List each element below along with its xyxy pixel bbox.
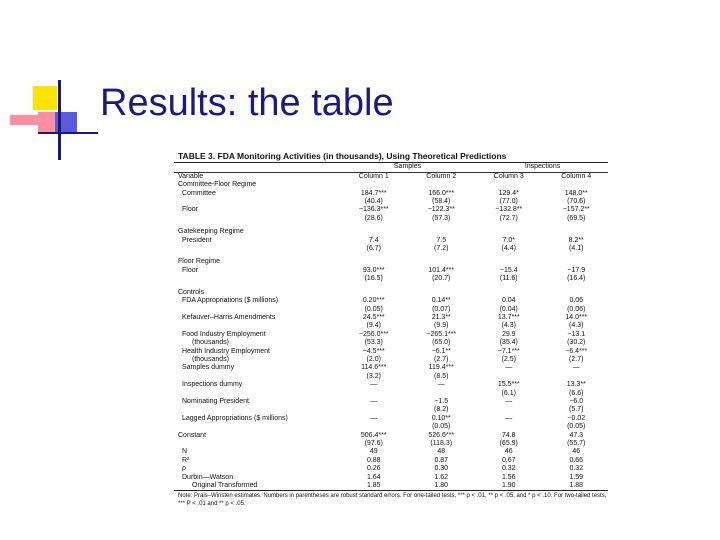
row-label: Food Industry Employment	[182, 330, 266, 338]
inspections-group-header: Inspections	[524, 163, 561, 171]
row-label	[172, 215, 340, 223]
table-cell: (70.6)	[567, 198, 586, 206]
table-row	[172, 245, 610, 253]
table-row	[172, 348, 610, 356]
row-label: R²	[182, 456, 190, 464]
row-label: Lagged Appropriations ($ millions)	[182, 414, 288, 422]
results-table-image	[172, 152, 610, 508]
row-label: Original Transformed	[192, 482, 258, 490]
table-cell: (58.4)	[432, 198, 451, 206]
table-cell: (97.6)	[364, 440, 383, 447]
table-cell: (6.1)	[501, 389, 516, 397]
table-cell: (3.2)	[366, 372, 381, 380]
row-label: Nominating President	[182, 397, 249, 405]
row-label: Samples dummy	[182, 364, 235, 372]
table-cell: (0.05)	[432, 423, 451, 431]
table-row	[172, 198, 610, 206]
table-cell: 1.59	[569, 473, 584, 481]
table-cell: (53.3)	[364, 339, 383, 347]
table-cell: 0.87	[434, 456, 449, 464]
row-label	[172, 306, 340, 314]
table-cell: (7.2)	[434, 245, 449, 253]
table-row	[172, 415, 610, 423]
table-row	[172, 373, 610, 381]
table-cell: (55.7)	[567, 440, 586, 447]
table-cell	[475, 406, 543, 414]
table-cell: (2.7)	[569, 355, 584, 363]
table-cell: (0.06)	[567, 305, 586, 313]
table-cell: 8.2**	[568, 236, 584, 244]
row-label	[172, 322, 340, 330]
table-cell: (30.2)	[567, 339, 586, 347]
table-cell: −122.3**	[427, 206, 455, 214]
row-label: (thousands)	[192, 355, 229, 363]
table-cell: 0.66	[569, 456, 584, 464]
table-cell: 0.26	[366, 465, 381, 473]
table-cell: (40.4)	[364, 198, 383, 206]
row-label: Floor	[182, 206, 198, 214]
table-cell: 1.85	[366, 482, 381, 490]
table-cell: −17.9	[567, 266, 586, 274]
table-cell: 48	[437, 448, 446, 456]
table-cell: 1.62	[434, 473, 449, 481]
table-cell: 21.3**	[431, 313, 451, 321]
table-cell: (4.3)	[501, 322, 516, 330]
row-label: ρ	[182, 465, 186, 473]
table-cell: 0.10**	[431, 414, 451, 422]
table-row	[172, 190, 610, 198]
section-row	[172, 228, 610, 236]
table-cell: −7.1***	[497, 347, 520, 355]
table-cell: 7.5	[436, 236, 447, 244]
table-row	[172, 314, 610, 322]
section-label: Controls	[178, 288, 205, 296]
table-cell: (28.6)	[364, 214, 383, 222]
table-row	[172, 381, 610, 389]
table-cell: (65.0)	[432, 339, 451, 347]
table-cell: —	[505, 364, 513, 372]
results-table	[172, 163, 610, 171]
table-cell: (16.5)	[364, 275, 383, 283]
table-row	[172, 206, 610, 214]
table-row	[172, 398, 610, 406]
table-row	[172, 364, 610, 372]
table-row	[172, 482, 610, 490]
row-label	[172, 390, 340, 398]
table-row	[172, 465, 610, 473]
table-cell: 148.0**	[564, 189, 588, 197]
table-cell: (0.04)	[499, 305, 518, 313]
table-cell: 0.04	[501, 297, 516, 305]
column-header-row	[172, 173, 610, 181]
table-cell: 15.5***	[497, 381, 520, 389]
table-row	[172, 297, 610, 305]
table-cell: −6.4***	[565, 347, 588, 355]
table-cell: (57.3)	[432, 214, 451, 222]
table-cell: (4.3)	[569, 322, 584, 330]
table-cell: 1.80	[434, 482, 449, 490]
row-label: Kefauver–Harris Amendments	[182, 313, 276, 321]
table-cell: 14.0***	[565, 313, 588, 321]
table-row	[172, 440, 610, 448]
table-cell: (72.7)	[499, 214, 518, 222]
column-header: Column 4	[561, 172, 592, 180]
section-label: Gatekeeping Regime	[178, 228, 244, 236]
table-caption: TABLE 3. FDA Monitoring Activities (in thousands), Using Theoretical Predictions	[178, 151, 507, 161]
table-cell: −136.3***	[358, 206, 389, 214]
table-cell	[408, 390, 476, 398]
table-cell: 1.56	[501, 473, 516, 481]
row-label	[172, 198, 340, 206]
table-cell: 114.6***	[361, 364, 387, 372]
section-label: Floor Regime	[178, 258, 221, 266]
row-label	[172, 373, 340, 381]
table-cell: 93.0***	[362, 266, 385, 274]
table-row	[172, 457, 610, 465]
table-cell	[475, 423, 543, 431]
row-label	[172, 275, 340, 283]
table-cell: 13.3**	[566, 381, 586, 389]
row-label: Floor	[182, 266, 198, 274]
column-header: Column 1	[358, 172, 389, 180]
table-cell: 13.7***	[497, 313, 520, 321]
table-cell: 46	[572, 448, 581, 456]
table-cell: 119.4***	[428, 364, 454, 372]
table-cell: −1.5	[434, 397, 449, 405]
table-row	[172, 275, 610, 283]
table-cell	[543, 373, 611, 381]
table-cell	[340, 390, 408, 398]
table-cell: 49	[369, 448, 378, 456]
table-cell: (6.7)	[366, 245, 381, 253]
row-label	[172, 440, 340, 448]
row-label: FDA Appropriations ($ millions)	[182, 297, 279, 305]
group-header-row	[172, 163, 610, 171]
table-cell: (8.5)	[434, 372, 449, 380]
row-label: Inspections dummy	[182, 381, 243, 389]
table-cell: (8.2)	[434, 406, 449, 414]
table-cell: −256.0***	[358, 330, 389, 338]
table-cell: (16.4)	[567, 275, 586, 283]
row-label	[172, 423, 340, 431]
table-cell: 0.06	[569, 297, 584, 305]
table-row	[172, 432, 610, 440]
row-label: N	[182, 448, 188, 456]
table-cell: 184.7***	[360, 189, 387, 197]
table-cell: (4.4)	[501, 245, 516, 253]
column-header: Variable	[178, 172, 204, 180]
table-cell: −15.4	[499, 266, 518, 274]
table-cell: 46	[504, 448, 513, 456]
table-cell: (0.05)	[567, 423, 586, 431]
table-cell: −132.8**	[495, 206, 523, 214]
column-header: Column 3	[493, 172, 524, 180]
table-cell: 0.14**	[431, 297, 451, 305]
table-row	[172, 423, 610, 431]
table-row	[172, 339, 610, 347]
table-cell: (35.4)	[499, 339, 518, 347]
table-cell: −6.1**	[431, 347, 451, 355]
table-cell: 129.4*	[498, 189, 519, 197]
table-row	[172, 448, 610, 456]
table-cell: 1.88	[569, 482, 584, 490]
row-label: Health Industry Employment	[182, 347, 270, 355]
table-cell: (6.6)	[569, 389, 584, 397]
table-cell: 101.4***	[428, 266, 455, 274]
table-cell: 29.9	[501, 330, 516, 338]
table-cell: (2.5)	[501, 355, 516, 363]
row-label: Committee	[182, 189, 216, 197]
results-table-body	[172, 173, 610, 491]
column-header: Column 2	[426, 172, 457, 180]
table-cell: (69.5)	[567, 214, 586, 222]
table-cell: 0.32	[569, 465, 584, 473]
table-cell: —	[505, 414, 513, 422]
table-cell: (118.3)	[430, 440, 453, 447]
table-cell: 0.32	[501, 465, 516, 473]
table-cell: 7.4	[368, 236, 379, 244]
section-row	[172, 289, 610, 297]
table-row	[172, 237, 610, 245]
table-cell: 1.64	[366, 473, 381, 481]
row-label: Constant	[178, 431, 207, 439]
table-bottom-rule	[174, 490, 608, 491]
row-label	[172, 245, 340, 253]
table-cell: −4.5***	[362, 347, 385, 355]
table-cell: (0.07)	[432, 305, 451, 313]
table-cell: —	[370, 397, 378, 405]
table-row	[172, 306, 610, 314]
table-row	[172, 406, 610, 414]
table-row	[172, 474, 610, 482]
table-cell: (0.05)	[364, 305, 383, 313]
table-cell: (65.9)	[499, 440, 518, 447]
table-cell: (9.4)	[366, 322, 381, 330]
section-row	[172, 181, 610, 189]
table-cell: 24.5***	[362, 313, 385, 321]
table-cell: 526.6***	[428, 431, 455, 439]
row-label	[172, 406, 340, 414]
table-row	[172, 267, 610, 275]
table-cell: —	[437, 381, 445, 389]
section-label: Committee-Floor Regime	[178, 181, 257, 189]
decor-horizontal-line	[38, 132, 98, 134]
row-label: President	[182, 236, 212, 244]
table-cell: 1.90	[501, 482, 516, 490]
table-cell: —	[370, 414, 378, 422]
table-cell: −0.02	[567, 414, 586, 422]
table-row	[172, 215, 610, 223]
table-cell: −6.0	[569, 397, 584, 405]
table-cell: —	[370, 381, 378, 389]
table-cell	[340, 423, 408, 431]
table-cell: (2.0)	[366, 355, 381, 363]
table-row	[172, 322, 610, 330]
table-cell: 506.4***	[360, 431, 387, 439]
table-cell: 166.0***	[428, 189, 455, 197]
samples-group-header: Samples	[393, 163, 422, 171]
table-cell: (11.6)	[499, 275, 518, 283]
table-cell: 7.0*	[502, 236, 515, 244]
decor-vertical-line	[58, 80, 61, 160]
table-cell: (5.7)	[569, 406, 584, 414]
table-cell: (4.1)	[569, 245, 584, 253]
table-cell: −157.2**	[562, 206, 590, 214]
table-cell: −265.1***	[426, 330, 457, 338]
table-note: Note: Prais–Winsten estimates. Numbers in parentheses are robust standard errors. For one-tailed tests, *** p < .01, ** p < .05, and * p < .10. For two-tailed tests, *** P < .01 and ** p < .05.	[178, 493, 607, 507]
table-cell	[475, 373, 543, 381]
table-cell	[340, 406, 408, 414]
table-cell: (2.7)	[434, 355, 449, 363]
table-cell: 74.8	[501, 431, 516, 439]
table-row	[172, 390, 610, 398]
table-row	[172, 331, 610, 339]
table-cell: (77.0)	[499, 198, 518, 206]
table-row	[172, 356, 610, 364]
table-cell: −13.1	[567, 330, 586, 338]
table-cell: 0.67	[501, 456, 516, 464]
table-cell: (9.9)	[434, 322, 449, 330]
section-row	[172, 258, 610, 266]
table-cell: 0.88	[366, 456, 381, 464]
table-cell: —	[505, 397, 513, 405]
table-cell: —	[572, 364, 580, 372]
row-label: (thousands)	[192, 339, 229, 347]
table-cell: 0.30	[434, 465, 449, 473]
table-cell: (20.7)	[432, 275, 451, 283]
decor-yellow-square	[33, 86, 57, 110]
row-label: Durbin—Watson	[182, 473, 234, 481]
slide-title: Results: the table	[100, 82, 394, 124]
table-cell: 47.3	[569, 431, 584, 439]
table-cell: 0.20***	[362, 297, 385, 305]
